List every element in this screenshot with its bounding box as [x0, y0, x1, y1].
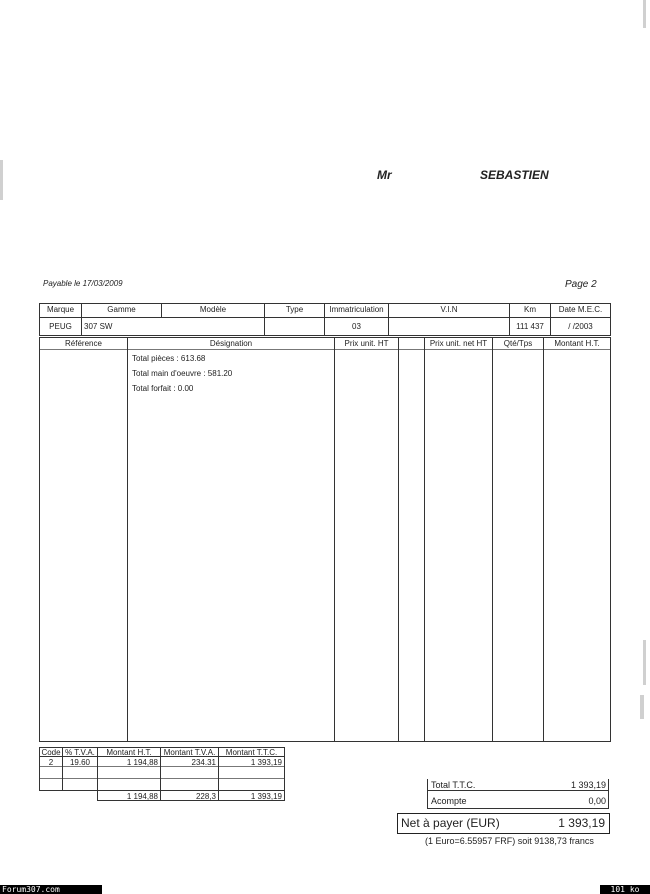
- footer-filesize: 101 ko: [600, 885, 650, 894]
- vehicle-header-date-mec: Date M.E.C.: [558, 305, 603, 314]
- net-a-payer-value: 1 393,19: [558, 816, 605, 830]
- tva-header-montant-ht: Montant H.T.: [106, 748, 152, 757]
- acompte-value: 0,00: [588, 796, 606, 806]
- page-number: Page 2: [565, 279, 597, 290]
- footer-watermark: Forum307.com: [0, 885, 102, 894]
- lines-header-designation: Désignation: [209, 339, 253, 348]
- tva-row-taux: 19.60: [69, 758, 91, 767]
- acompte-label: Acompte: [431, 796, 467, 806]
- scan-edge-mark: [643, 640, 646, 685]
- vehicle-header-km: Km: [524, 305, 536, 314]
- vehicle-value-km: 111 437: [516, 322, 544, 331]
- vehicle-value-date-mec: / /2003: [568, 322, 593, 331]
- vehicle-header-immatriculation: Immatriculation: [329, 305, 384, 314]
- lines-header-prix-net: Prix unit. net HT: [429, 339, 488, 348]
- net-a-payer-label: Net à payer (EUR): [401, 816, 500, 830]
- scan-edge-mark: [643, 0, 646, 28]
- vehicle-header-vin: V.I.N: [440, 305, 458, 314]
- total-ttc-value: 1 393,19: [570, 780, 606, 790]
- tva-row-code: 2: [48, 758, 54, 767]
- lines-header-prix-unit: Prix unit. HT: [344, 339, 389, 348]
- recipient-title: Mr: [377, 168, 392, 182]
- tva-header-code: Code: [41, 748, 61, 757]
- vehicle-value-marque: PEUG: [49, 322, 72, 331]
- scan-edge-mark: [0, 160, 3, 200]
- total-ttc-label: Total T.T.C.: [431, 780, 476, 790]
- lines-header-qte: Qté/Tps: [503, 339, 533, 348]
- conversion-note: (1 Euro=6.55957 FRF) soit 9138,73 francs: [425, 836, 594, 846]
- tva-header-montant-tva: Montant T.V.A.: [163, 748, 216, 757]
- lines-header-montant: Montant H.T.: [554, 339, 600, 348]
- recipient-name: SEBASTIEN: [480, 168, 549, 182]
- vehicle-header-modele: Modèle: [199, 305, 227, 314]
- tva-total-tva: 228,3: [195, 792, 216, 801]
- tva-header-montant-ttc: Montant T.T.C.: [225, 748, 278, 757]
- tva-row-montant-ht: 1 194,88: [126, 758, 158, 767]
- payable-date: Payable le 17/03/2009: [43, 279, 123, 288]
- vehicle-header-marque: Marque: [46, 305, 75, 314]
- line-total-forfait: Total forfait : 0.00: [132, 384, 194, 393]
- line-total-main-oeuvre: Total main d'oeuvre : 581.20: [132, 369, 233, 378]
- tva-row-montant-tva: 234.31: [191, 758, 216, 767]
- lines-header-reference: Référence: [65, 339, 102, 348]
- line-total-pieces: Total pièces : 613.68: [132, 354, 206, 363]
- tva-total-ttc: 1 393,19: [250, 792, 282, 801]
- tva-header-taux: % T.V.A.: [65, 748, 95, 757]
- tva-row-montant-ttc: 1 393,19: [250, 758, 282, 767]
- vehicle-header-gamme: Gamme: [107, 305, 136, 314]
- vehicle-value-immatriculation: 03: [352, 322, 361, 331]
- scan-edge-mark: [640, 695, 644, 719]
- vehicle-header-type: Type: [285, 305, 304, 314]
- tva-total-ht: 1 194,88: [126, 792, 158, 801]
- vehicle-value-gamme: 307 SW: [84, 322, 113, 331]
